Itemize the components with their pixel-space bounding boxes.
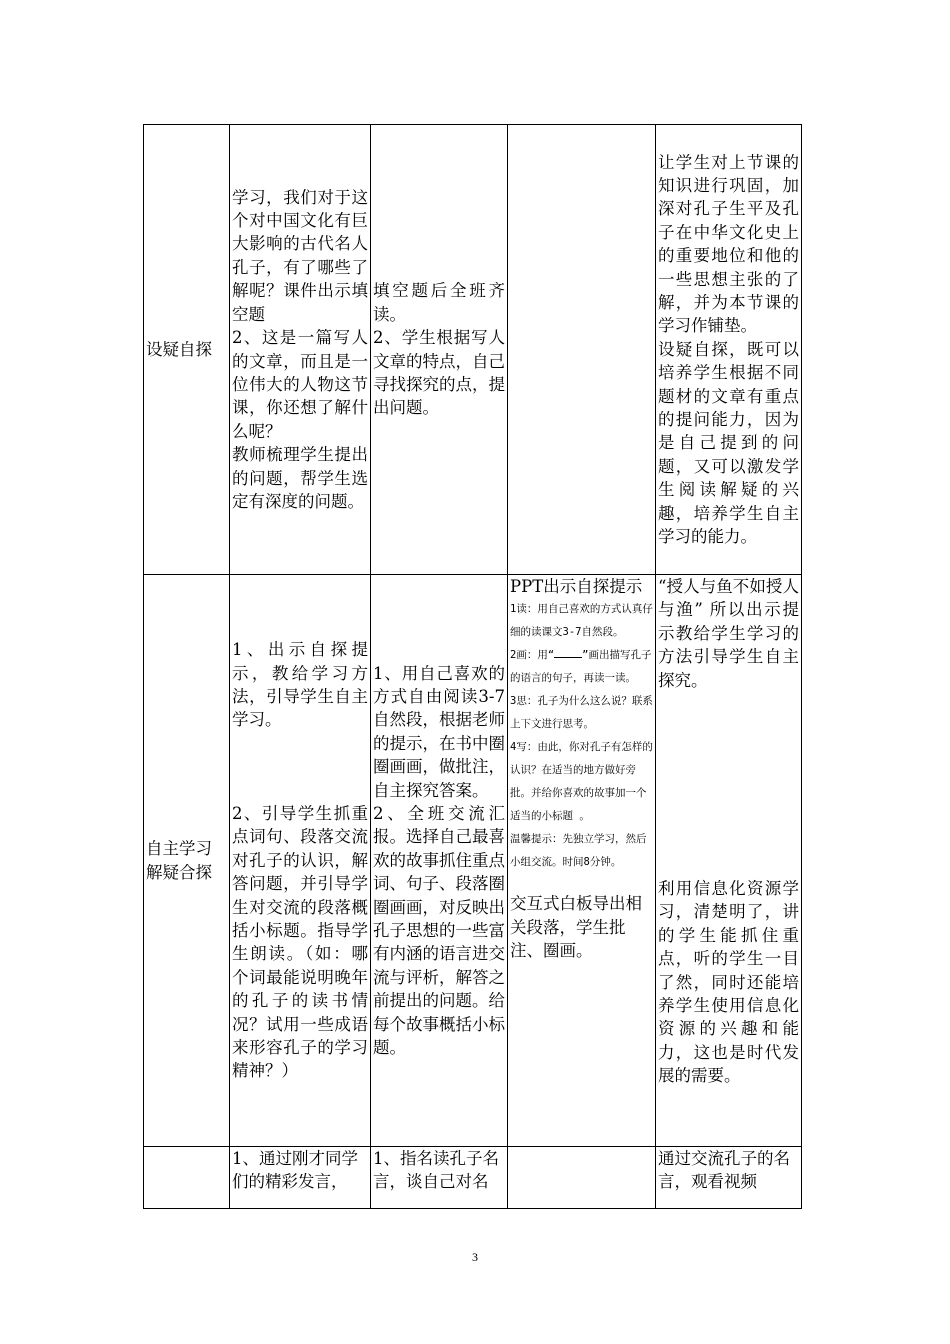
spacer (658, 692, 799, 877)
media-cell (508, 125, 656, 575)
media-tip-draw: 2画：用“ ”画出描写孔子的语言的句子，再读一读。 (510, 649, 652, 685)
student-activity: 1、指名读孔子名言，谈自己对名 (373, 1149, 499, 1192)
design-intent-cell (656, 1147, 802, 1209)
table-row (144, 125, 802, 575)
design-intent: 让学生对上节课的知识进行巩固，加深对孔子生平及孔子在中华文化史上的重要地位和他的一些思想主张的了解，并为本节课的学习作铺垫。 设疑自探，既可以培养学生根据不同题材的文章有重点的提问能力，因为是自己提到的问题，又可以激发学生阅读解疑的兴趣，培养学生自主学习的能力。 (658, 152, 799, 547)
media-tip-think: 3思：孔子为什么这么说？联系上下文进行思考。 (510, 695, 653, 731)
student-activity-cell (371, 1147, 508, 1209)
media-whiteboard: 交互式白板导出相关段落，学生批注、圈画。 (510, 894, 642, 961)
teacher-activity-cell (230, 1147, 371, 1209)
table-row (144, 1147, 802, 1209)
design-intent-cell (656, 575, 802, 1147)
stage-cell (144, 575, 230, 1147)
stage-label: 自主学习 解疑合探 (146, 839, 212, 882)
teacher-activity-part1: 1、出示自探提示，教给学习方法，引导学生自主学习。 (232, 640, 368, 730)
design-intent-cell (656, 125, 802, 575)
teacher-activity-part2: 2、引导学生抓重点词句、段落交流对孔子的认识，解答问题，并引导学生对交流的段落概括小标题。指导学生朗读。（如：哪个词最能说明晚年的孔子的读书情况？试用一些成语来形容孔子的学习精神？） (232, 803, 368, 1081)
table-row (144, 575, 802, 1147)
media-title: PPT出示自探提示 (510, 577, 643, 596)
teacher-activity: 学习，我们对于这个对中国文化有巨大影响的古代名人孔子，有了哪些了解呢？课件出示填空题 2、这是一篇写人的文章，而且是一位伟大的人物这节课，你还想了解什么呢？ 教师梳理学生提出的问题，帮学生选定有深度的问题。 (232, 187, 368, 511)
page-number: 3 (472, 1250, 478, 1264)
media-cell (508, 575, 656, 1147)
teacher-activity-cell (230, 575, 371, 1147)
media-tip-write: 4写：由此，你对孔子有怎样的认识？在适当的地方做好旁批。并给你喜欢的故事加一个适当的小标题 。 (510, 741, 653, 823)
student-activity-cell (371, 125, 508, 575)
student-activity: 1、用自己喜欢的方式自由阅读3-7自然段，根据老师的提示，在书中圈圈画画，做批注，自主探究答案。 2、全班交流汇报。选择自己最喜欢的故事抓住重点词、句子、段落圈圈画画，对反映出孔子思想的一些富有内涵的语言进交流与评析，解答之前提出的问题。给每个故事概括小标题。 (373, 663, 505, 1058)
student-activity-cell (371, 575, 508, 1147)
stage-cell (144, 1147, 230, 1209)
spacer (232, 732, 368, 802)
blank-underline (554, 647, 582, 658)
student-activity: 填空题后全班齐读。 2、学生根据写人文章的特点，自己寻找探究的点，提出问题。 (373, 281, 505, 418)
stage-cell (144, 125, 230, 575)
media-tip-reminder: 温馨提示：先独立学习，然后小组交流。时间8分钟。 (510, 833, 647, 869)
teacher-activity: 1、通过刚才同学们的精彩发言， (232, 1149, 358, 1192)
stage-label: 设疑自探 (146, 339, 212, 359)
teacher-activity-cell (230, 125, 371, 575)
design-intent-part1: “授人与鱼不如授人与渔” 所以出示提示教给学生学习的方法引导学生自主探究。 (658, 577, 799, 690)
media-tip-read: 1读：用自己喜欢的方式认真仔细的读课文3-7自然段。 (510, 603, 653, 639)
lesson-plan-table (143, 124, 802, 1209)
media-cell (508, 1147, 656, 1209)
design-intent-part2: 利用信息化资源学习，清楚明了，讲的学生能抓住重点，听的学生一目了然，同时还能培养学生使用信息化资源的兴趣和能力，这也是时代发展的需要。 (658, 879, 799, 1086)
spacer (510, 874, 653, 892)
design-intent: 通过交流孔子的名言，观看视频 (658, 1149, 790, 1192)
